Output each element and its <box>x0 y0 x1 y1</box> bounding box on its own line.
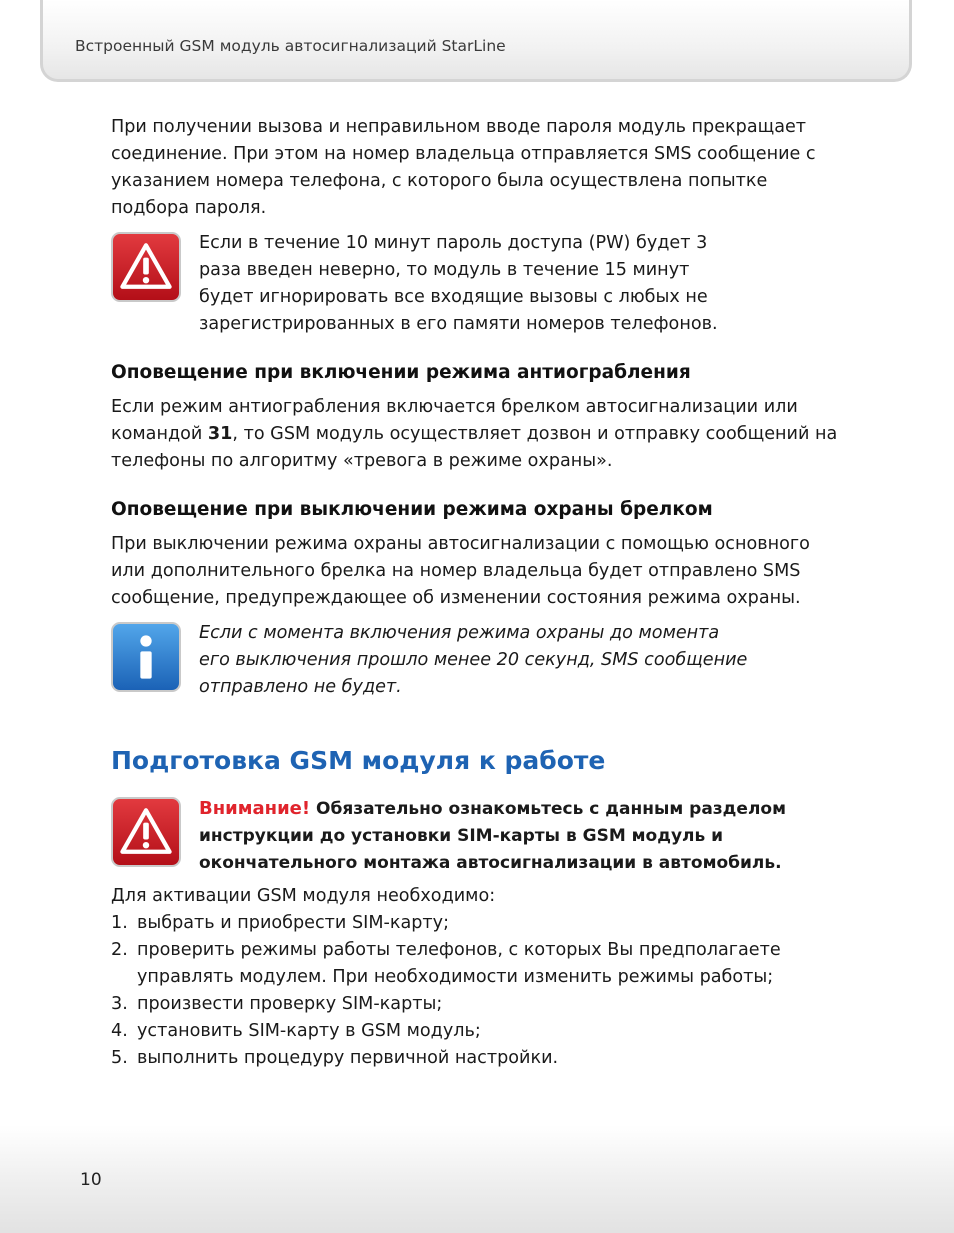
attention-note <box>111 795 841 877</box>
list-item <box>111 1045 841 1072</box>
page-content <box>111 114 841 1072</box>
list-item <box>111 1018 841 1045</box>
info-icon <box>111 622 181 692</box>
command-number: 31 <box>207 424 233 444</box>
list-text: проверить режимы работы телефонов, с которых Вы предполагаете управлять модулем. При необходимости изменить режимы работы; <box>137 940 781 987</box>
steps-list <box>111 910 841 1072</box>
steps-intro: Для активации GSM модуля необходимо: <box>111 886 496 906</box>
list-text: произвести проверку SIM-карты; <box>137 994 443 1014</box>
list-item <box>111 910 841 937</box>
header-title: Встроенный GSM модуль автосигнализаций StarLine <box>75 37 506 55</box>
page-footer <box>0 1125 954 1233</box>
warning-line: будет игнорировать все входящие вызовы с любых не <box>199 287 708 307</box>
list-number: 3. <box>111 994 128 1014</box>
warning-line: раза введен неверно, то модуль в течение 15 минут <box>199 260 690 280</box>
list-text: выбрать и приобрести SIM-карту; <box>137 913 450 933</box>
page-header <box>40 0 912 82</box>
section-paragraph: При выключении режима охраны автосигнализации с помощью основного или дополнительного брелка на номер владельца будет отправлено SMS сообщение, предупреждающее об изменении состояния режима охраны. <box>111 534 810 608</box>
section-paragraph <box>111 394 841 475</box>
section-heading: Оповещение при включении режима антиограбления <box>111 362 691 383</box>
section-heading: Оповещение при выключении режима охраны брелком <box>111 499 713 520</box>
text-segment: , то GSM модуль осуществляет дозвон и отправку сообщений на телефоны по алгоритму «тревога в режиме охраны». <box>111 424 838 471</box>
intro-paragraph: При получении вызова и неправильном вводе пароля модуль прекращает соединение. При этом на номер владельца отправляется SMS сообщение с указанием номера телефона, с которого была осуществлена попытке подбора пароля. <box>111 117 816 218</box>
list-number: 5. <box>111 1048 128 1068</box>
page-number: 10 <box>80 1170 102 1190</box>
list-number: 4. <box>111 1021 128 1041</box>
warning-triangle-icon <box>111 797 181 867</box>
list-number: 2. <box>111 940 128 960</box>
warning-line: Если в течение 10 минут пароль доступа (PW) будет 3 <box>199 233 708 253</box>
info-line: отправлено не будет. <box>199 677 402 697</box>
warning-triangle-icon <box>111 232 181 302</box>
text-segment: Если режим антиограбления включается брелком автосигнализации или командой <box>111 397 798 444</box>
attention-body: Обязательно ознакомьтесь с данным разделом инструкции до установки SIM-карты в GSM модуль и окончательного монтажа автосигнализации в автомобиль. <box>199 799 786 873</box>
list-item <box>111 937 841 991</box>
info-line: его выключения прошло менее 20 секунд, SMS сообщение <box>199 650 748 670</box>
list-text: выполнить процедуру первичной настройки. <box>137 1048 559 1068</box>
chapter-title: Подготовка GSM модуля к работе <box>111 746 606 775</box>
warning-note <box>111 230 841 338</box>
warning-line: зарегистрированных в его памяти номеров телефонов. <box>199 314 718 334</box>
list-item <box>111 991 841 1018</box>
info-note <box>111 620 841 701</box>
list-number: 1. <box>111 913 128 933</box>
attention-text <box>199 795 841 877</box>
attention-label: Внимание! <box>199 798 311 819</box>
list-text: установить SIM-карту в GSM модуль; <box>137 1021 481 1041</box>
info-line: Если с момента включения режима охраны до момента <box>199 623 720 643</box>
